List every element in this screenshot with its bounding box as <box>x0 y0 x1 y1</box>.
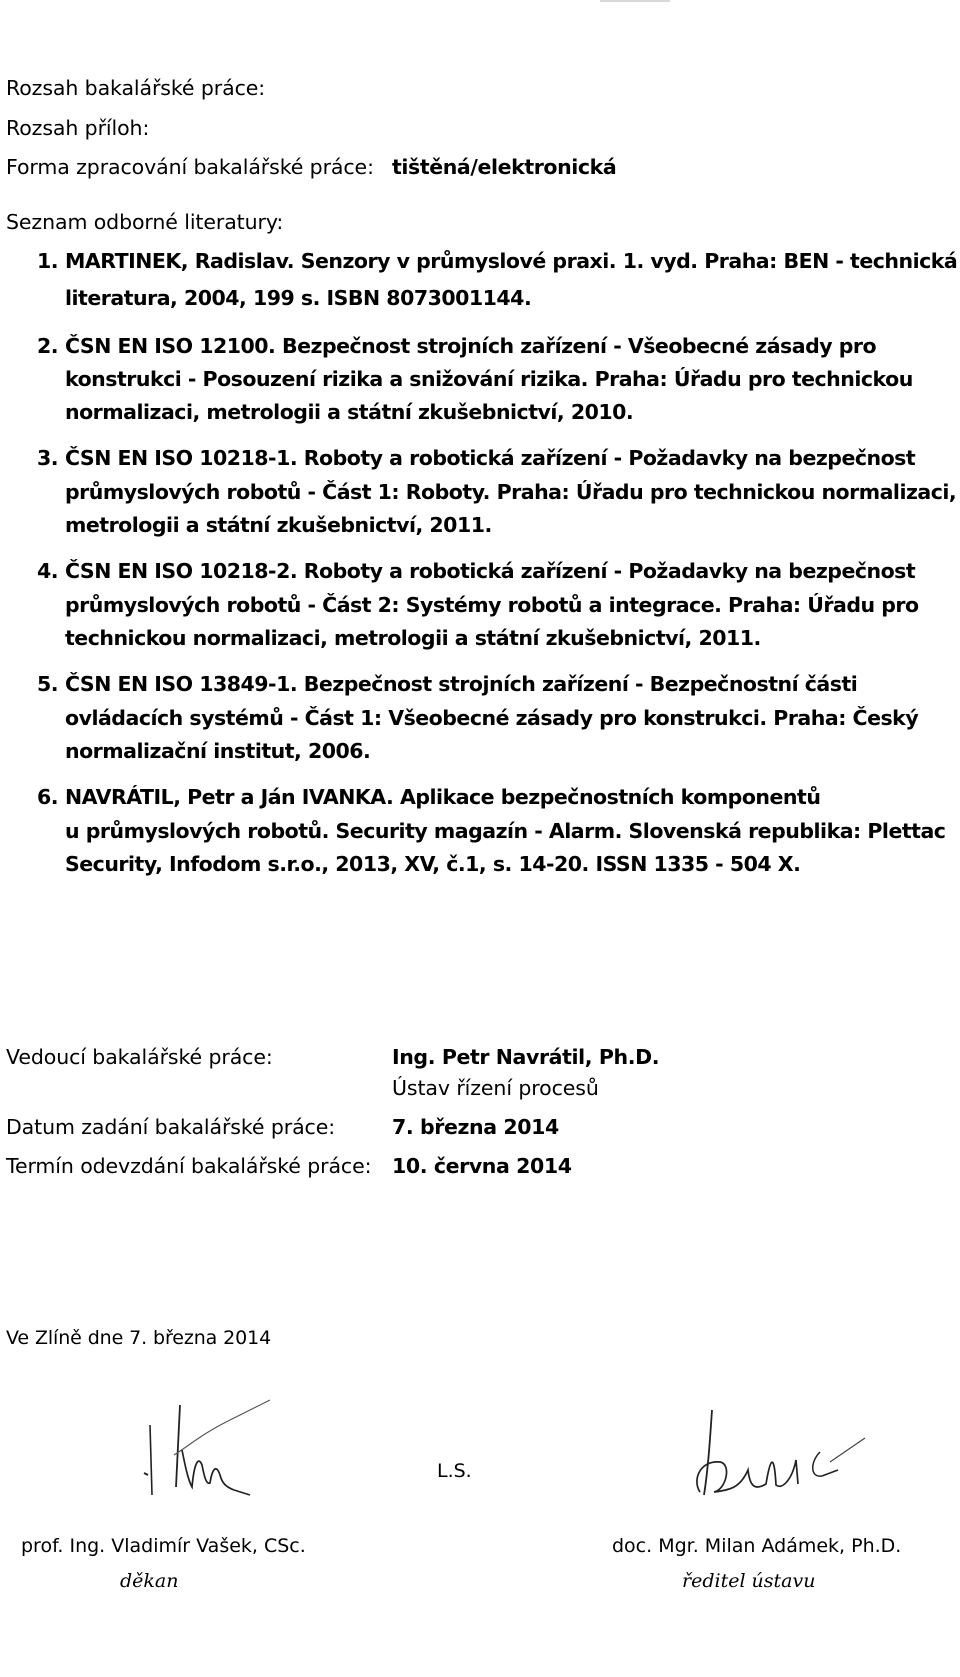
scan-mark <box>600 0 670 2</box>
reference-line: ovládacích systémů - Část 1: Všeobecné zásady pro konstrukci. Praha: Český <box>65 706 919 730</box>
reference-number: 6. <box>37 785 59 809</box>
director-signature <box>670 1400 870 1510</box>
reference-line: NAVRÁTIL, Petr a Ján IVANKA. Aplikace bezpečnostních komponentů <box>65 785 821 809</box>
vedouci-name: Ing. Petr Navrátil, Ph.D. <box>392 1045 660 1069</box>
reference-number: 3. <box>37 446 59 470</box>
zadani-label: Datum zadání bakalářské práce: <box>6 1115 336 1139</box>
vedouci-label: Vedoucí bakalářské práce: <box>6 1045 273 1069</box>
dean-name: prof. Ing. Vladimír Vašek, CSc. <box>21 1535 306 1557</box>
reference-line: ČSN EN ISO 10218-2. Roboty a robotická zařízení - Požadavky na bezpečnost <box>65 559 916 583</box>
reference-line: literatura, 2004, 199 s. ISBN 8073001144. <box>65 286 532 310</box>
dean-signature <box>130 1395 300 1505</box>
dean-role: děkan <box>120 1570 179 1592</box>
reference-line: MARTINEK, Radislav. Senzory v průmyslové praxi. 1. vyd. Praha: BEN - technická <box>65 249 958 273</box>
forma-label: Forma zpracování bakalářské práce: <box>6 155 374 179</box>
reference-line: normalizaci, metrologii a státní zkušebnictví, 2010. <box>65 400 634 424</box>
director-role: ředitel ústavu <box>682 1570 816 1592</box>
reference-line: technickou normalizaci, metrologii a státní zkušebnictví, 2011. <box>65 626 761 650</box>
reference-line: ČSN EN ISO 13849-1. Bezpečnost strojních zařízení - Bezpečnostní části <box>65 672 858 696</box>
reference-line: metrologii a státní zkušebnictví, 2011. <box>65 513 492 537</box>
reference-line: průmyslových robotů - Část 1: Roboty. Praha: Úřadu pro technickou normalizaci, <box>65 480 957 504</box>
reference-line: u průmyslových robotů. Security magazín - Alarm. Slovenská republika: Plettac <box>65 819 946 843</box>
zadani-date: 7. března 2014 <box>392 1115 559 1139</box>
reference-line: normalizační institut, 2006. <box>65 739 371 763</box>
odevzdani-date: 10. června 2014 <box>392 1154 572 1178</box>
stamp-ls: L.S. <box>437 1460 472 1482</box>
rozsah-prace-label: Rozsah bakalářské práce: <box>6 76 266 100</box>
odevzdani-label: Termín odevzdání bakalářské práce: <box>6 1154 372 1178</box>
reference-number: 5. <box>37 672 59 696</box>
director-name: doc. Mgr. Milan Adámek, Ph.D. <box>612 1535 902 1557</box>
forma-value: tištěná/elektronická <box>392 155 617 179</box>
literatura-label: Seznam odborné literatury: <box>6 210 284 234</box>
reference-line: Security, Infodom s.r.o., 2013, XV, č.1, s. 14-20. ISSN 1335 - 504 X. <box>65 852 801 876</box>
reference-number: 4. <box>37 559 59 583</box>
reference-line: ČSN EN ISO 12100. Bezpečnost strojních zařízení - Všeobecné zásady pro <box>65 334 877 358</box>
place-date: Ve Zlíně dne 7. března 2014 <box>6 1327 272 1349</box>
vedouci-unit: Ústav řízení procesů <box>392 1076 599 1100</box>
reference-line: konstrukci - Posouzení rizika a snižování rizika. Praha: Úřadu pro technickou <box>65 367 913 391</box>
rozsah-priloh-label: Rozsah příloh: <box>6 116 150 140</box>
reference-line: průmyslových robotů - Část 2: Systémy robotů a integrace. Praha: Úřadu pro <box>65 593 919 617</box>
reference-number: 1. <box>37 249 59 273</box>
reference-line: ČSN EN ISO 10218-1. Roboty a robotická zařízení - Požadavky na bezpečnost <box>65 446 916 470</box>
reference-number: 2. <box>37 334 59 358</box>
